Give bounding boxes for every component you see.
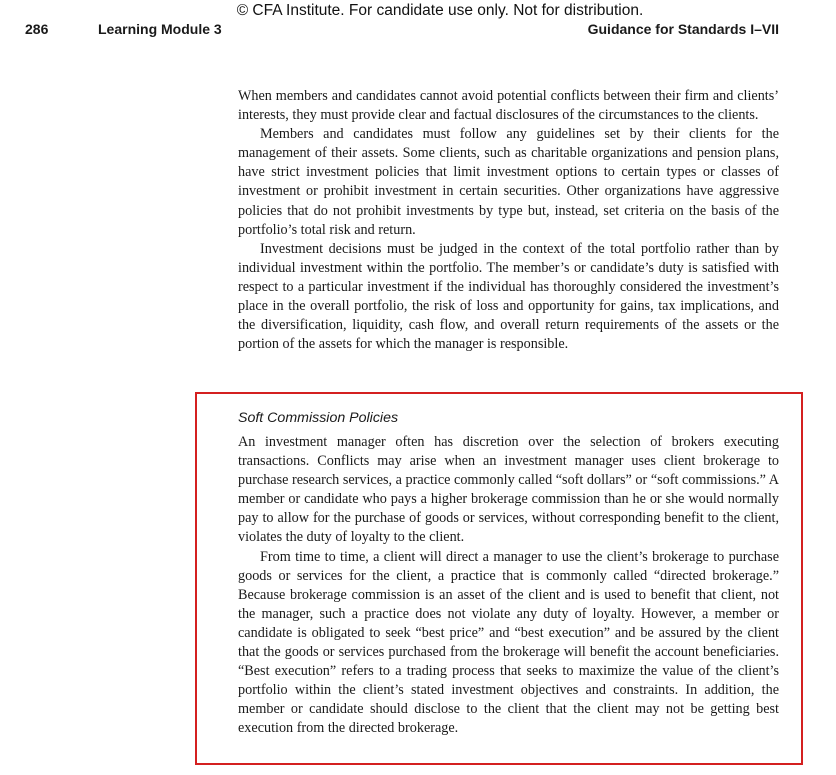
- soft-commission-text: [238, 433, 779, 739]
- running-header: [0, 21, 836, 41]
- copyright-watermark: © CFA Institute. For candidate use only. Not for distribution.: [236, 2, 644, 19]
- intro-text: [238, 87, 779, 354]
- module-label: Learning Module 3: [98, 21, 222, 37]
- paragraph-soft-dollars: An investment manager often has discretion over the selection of brokers executing transactions. Conflicts may arise when an investment manager uses client brokerage to purchase research services, a practice commonly called “soft dollars” or “soft commissions.” A member or candidate who pays a higher brokerage commission than he or she would normally pay to allow for the purchase of goods or services, without corresponding benefit to the client, violates the duty of loyalty to the client.: [238, 434, 779, 546]
- paragraph-disclosures: When members and candidates cannot avoid potential conflicts between their firm and clients’ interests, they must provide clear and factual disclosures of the circumstances to the clients.: [238, 88, 779, 124]
- paragraph-client-guidelines: Members and candidates must follow any guidelines set by their clients for the management of their assets. Some clients, such as charitable organizations and pension plans, have strict investment policies that limit investment options to certain types or classes of investment or prohibit investment in certain securities. Other organizations have aggressive policies that do not prohibit investments by type but, instead, set criteria on the basis of the portfolio’s total risk and return.: [238, 126, 779, 238]
- page-number: 286: [25, 21, 49, 37]
- paragraph-directed-brokerage: From time to time, a client will direct a manager to use the client’s brokerage to purchase goods or services for the client, a practice that is commonly called “directed brokerage.” Because brokerage commission is an asset of the client and is used to benefit that client, not the manager, such a practice does not violate any duty of loyalty. However, a member or candidate is obligated to seek “best price” and “best execution” and be assured by the client that the goods or services purchased from the brokerage will benefit the account beneficiaries. “Best execution” refers to a trading process that seeks to maximize the value of the client’s portfolio within the client’s stated investment objectives and constraints. In addition, the member or candidate should disclose to the client that the client may not be getting best execution from the directed brokerage.: [238, 548, 779, 737]
- paragraph-total-portfolio: Investment decisions must be judged in the context of the total portfolio rather than by individual investment within the portfolio. The member’s or candidate’s duty is satisfied with respect to a particular investment if the individual has thoroughly considered the investment’s place in the overall portfolio, the risk of loss and opportunity for gains, tax implications, and the diversification, liquidity, cash flow, and overall return requirements of the assets or the portion of the assets for which the manager is responsible.: [238, 240, 779, 353]
- soft-commission-heading: Soft Commission Policies: [238, 410, 399, 426]
- section-title: Guidance for Standards I–VII: [587, 21, 779, 37]
